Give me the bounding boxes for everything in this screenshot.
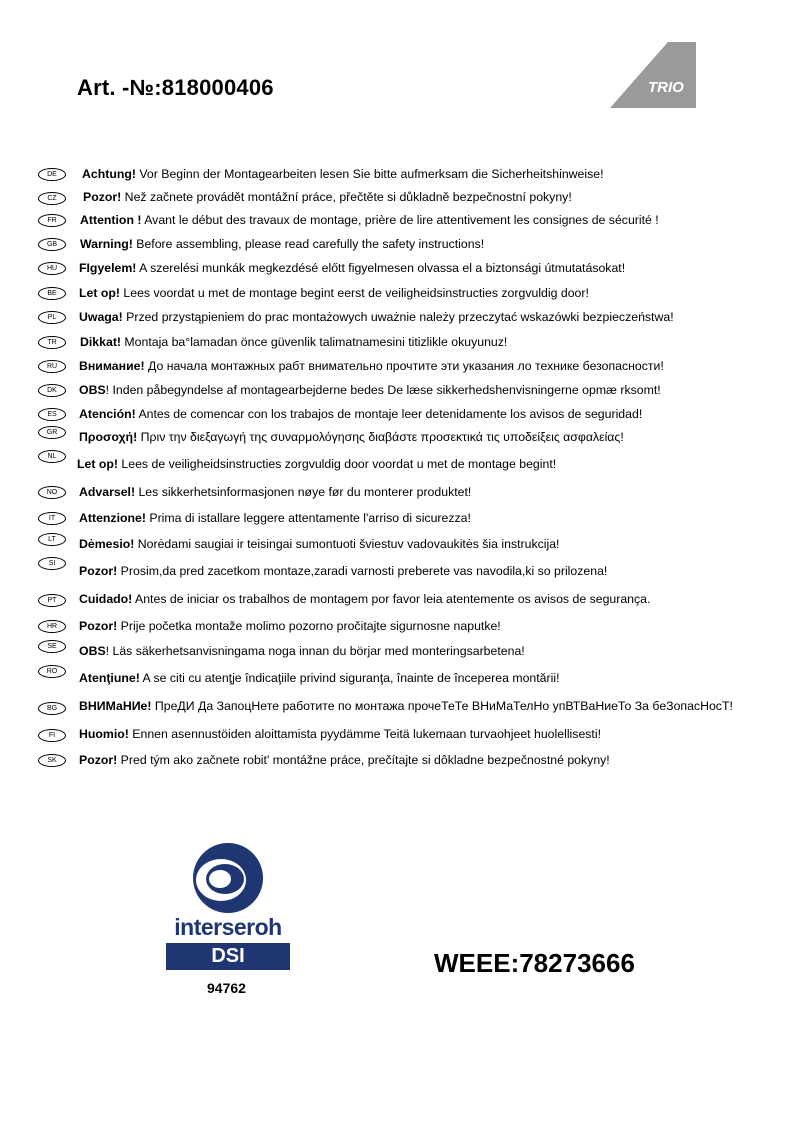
safety-notice-ro bbox=[0, 670, 802, 690]
language-code-badge: DK bbox=[38, 384, 66, 397]
safety-notice-text bbox=[79, 260, 625, 276]
safety-notice-body: ! Inden påbegyndelse af montagearbejderne bedes De læse sikkerhedshenvisningerne opmæ rksomt! bbox=[105, 383, 661, 397]
safety-notice-text bbox=[79, 563, 607, 579]
language-code-badge: GB bbox=[38, 238, 66, 251]
language-code-badge: PL bbox=[38, 311, 66, 324]
safety-notice-body: Lees de veiligheidsinstructies zorgvuldig door voordat u met de montage begint! bbox=[117, 457, 557, 471]
language-code-badge: HU bbox=[38, 262, 66, 275]
safety-notice-body: Vor Beginn der Montagearbeiten lesen Sie bitte aufmerksam die Sicherheitshinweise! bbox=[135, 167, 604, 181]
safety-notice-lead: ВНИМаНИе! bbox=[79, 699, 152, 713]
safety-notice-body: A se citi cu atenţje îndicaţiile privind siguranţa, înainte de începerea montării! bbox=[139, 671, 560, 685]
safety-notice-text bbox=[79, 484, 471, 500]
safety-notice-body: Prima di istallare leggere attentamente l'arriso di sicurezza! bbox=[145, 511, 471, 525]
safety-notice-lead: Cuidado! bbox=[79, 592, 133, 606]
safety-notice-text bbox=[82, 166, 604, 182]
safety-notice-text bbox=[79, 309, 674, 325]
safety-notice-lead: Huomio! bbox=[79, 727, 129, 741]
language-code-badge: FR bbox=[38, 214, 66, 227]
safety-notice-si bbox=[0, 560, 802, 583]
language-code-badge: SE bbox=[38, 640, 66, 653]
safety-notice-text bbox=[79, 670, 560, 686]
safety-notice-body: Πριν την διεξαγωγή της συναρμολόγησης διαβάστε προσεκτικά τις υποδείξεις ασφαλείας! bbox=[137, 430, 624, 444]
safety-notice-lead: Warning! bbox=[80, 237, 133, 251]
safety-notice-gb bbox=[0, 236, 802, 256]
safety-notice-cz bbox=[0, 189, 802, 209]
safety-notice-body: Montaja ba°lamadan önce güvenlik talimatnamesini titizlikle okuyunuz! bbox=[121, 335, 508, 349]
safety-notice-text bbox=[80, 212, 659, 228]
safety-notice-lead: OBS bbox=[79, 644, 106, 658]
safety-notice-lead: FIgyelem! bbox=[79, 261, 137, 275]
safety-notice-text bbox=[77, 456, 556, 472]
safety-notice-bg bbox=[0, 698, 802, 718]
safety-notice-text bbox=[79, 510, 471, 526]
safety-notice-body: Ennen asennustöiden aloittamista pyydämme Teitä lukemaan turvaohjeet huolellisesti! bbox=[128, 727, 601, 741]
safety-notice-lead: Dikkat! bbox=[80, 335, 122, 349]
safety-notice-it bbox=[0, 510, 802, 530]
safety-notice-text bbox=[79, 591, 650, 607]
language-code-badge: CZ bbox=[38, 192, 66, 205]
safety-notice-pt bbox=[0, 591, 802, 611]
safety-notice-body: Before assembling, please read carefully the safety instructions! bbox=[132, 237, 485, 251]
safety-notice-hr bbox=[0, 618, 802, 638]
safety-notice-lead: Pozor! bbox=[79, 619, 118, 633]
safety-notice-text bbox=[79, 536, 559, 552]
safety-notice-text bbox=[83, 189, 572, 205]
safety-notice-lead: Advarsel! bbox=[79, 485, 136, 499]
safety-notice-lead: Attention ! bbox=[80, 213, 142, 227]
language-code-badge: GR bbox=[38, 426, 66, 439]
safety-notice-be bbox=[0, 285, 802, 305]
safety-notice-body: Lees voordat u met de montage begint eerst de veiligheidsinstructies zorgvuldig door! bbox=[119, 286, 589, 300]
safety-notice-ru bbox=[0, 358, 802, 378]
safety-notice-hu bbox=[0, 260, 802, 280]
safety-notice-lead: Внимание! bbox=[79, 359, 145, 373]
safety-notice-body: ! Läs säkerhetsanvisningama noga innan du börjar med monteringsarbetena! bbox=[105, 644, 525, 658]
language-code-badge: BG bbox=[38, 702, 66, 715]
safety-notice-lead: OBS bbox=[79, 383, 106, 397]
safety-notice-body: Norėdami saugiai ir teisingai sumontuoti šviestuv vadovaukitės šia instrukcija! bbox=[134, 537, 560, 551]
safety-notice-body: A szerelési munkák megkezdésé előtt figyelmesen olvassa el a biztonsági útmutatásokat! bbox=[136, 261, 626, 275]
language-code-badge: FI bbox=[38, 729, 66, 742]
safety-notice-pl bbox=[0, 309, 802, 329]
safety-notice-text bbox=[79, 643, 525, 659]
safety-notice-lead: Pozor! bbox=[79, 564, 118, 578]
dsi-brand-name: interseroh bbox=[174, 914, 282, 940]
safety-notice-lead: Pozor! bbox=[79, 753, 118, 767]
safety-notice-text bbox=[80, 334, 507, 350]
article-number: Art. -№:818000406 bbox=[77, 75, 274, 100]
safety-notice-nl bbox=[0, 453, 802, 476]
weee-number: WEEE:78273666 bbox=[434, 948, 635, 978]
safety-notice-gr bbox=[0, 429, 802, 449]
safety-notice-de bbox=[0, 166, 802, 186]
safety-notice-se bbox=[0, 643, 802, 663]
safety-notice-lead: Atenţiune! bbox=[79, 671, 140, 685]
safety-notice-lead: Let op! bbox=[77, 457, 118, 471]
dsi-number: 94762 bbox=[207, 980, 246, 996]
language-code-badge: PT bbox=[38, 594, 66, 607]
safety-notice-body: Než začnete provádět montážní práce, přečtěte si důkladně bezpečnostní pokyny! bbox=[121, 190, 572, 204]
safety-notice-text bbox=[80, 236, 484, 252]
safety-notice-dk bbox=[0, 382, 802, 402]
language-code-badge: IT bbox=[38, 512, 66, 525]
safety-notice-fi bbox=[0, 726, 802, 746]
safety-notice-body: Prosim,da pred zacetkom montaze,zaradi varnosti preberete vas navodila,ki so prilozena! bbox=[117, 564, 608, 578]
safety-notice-text bbox=[79, 285, 589, 301]
language-code-badge: SK bbox=[38, 754, 66, 767]
safety-notice-text bbox=[79, 726, 601, 742]
safety-notice-body: До начала монтажных рабт внимательно прочтите эти указания ло технике безопасности! bbox=[144, 359, 664, 373]
language-code-badge: DE bbox=[38, 168, 66, 181]
safety-notice-text bbox=[79, 429, 624, 445]
language-code-badge: SI bbox=[38, 557, 66, 570]
safety-notice-body: Antes de comencar con los trabajos de montaje leer detenidamente los avisos de seguridad! bbox=[135, 407, 643, 421]
safety-notice-body: ПреДИ Да ЗапоцНете работите по монтажа прочеТеТе ВНиМаТелНо упВТВаНиеТо За беЗопасНосТ! bbox=[151, 699, 733, 713]
language-code-badge: NO bbox=[38, 486, 66, 499]
language-code-badge: ES bbox=[38, 408, 66, 421]
safety-notice-body: Przed przystąpieniem do prac montażowych uważnie należy przeczytać wskazówki bezpieczeństwa! bbox=[122, 310, 674, 324]
safety-notice-lt bbox=[0, 536, 802, 556]
safety-notice-text bbox=[79, 618, 501, 634]
safety-notice-lead: Dėmesio! bbox=[79, 537, 135, 551]
language-code-badge: LT bbox=[38, 533, 66, 546]
language-code-badge: NL bbox=[38, 450, 66, 463]
safety-notice-body: Pred tým ako začnete robit' montážne práce, prečítajte si dôkladne bezpečnostné pokyny! bbox=[117, 753, 610, 767]
language-code-badge: BE bbox=[38, 287, 66, 300]
safety-notice-lead: Achtung! bbox=[82, 167, 136, 181]
safety-notice-sk bbox=[0, 752, 802, 772]
safety-notice-lead: Προσοχή! bbox=[79, 430, 138, 444]
safety-notice-body: Prije početka montaže molimo pozorno pročitajte sigurnosne naputke! bbox=[117, 619, 501, 633]
safety-notice-lead: Attenzione! bbox=[79, 511, 146, 525]
trio-logo-text: TRIO bbox=[648, 79, 684, 96]
safety-notice-body: Les sikkerhetsinformasjonen nøye før du monterer produktet! bbox=[135, 485, 472, 499]
safety-notice-tr bbox=[0, 334, 802, 354]
dsi-label: DSI bbox=[166, 943, 290, 970]
safety-notice-no bbox=[0, 484, 802, 504]
language-code-badge: HR bbox=[38, 620, 66, 633]
language-code-badge: TR bbox=[38, 336, 66, 349]
safety-notice-es bbox=[0, 406, 802, 426]
dsi-circle-icon bbox=[165, 842, 291, 917]
safety-notice-lead: Pozor! bbox=[83, 190, 122, 204]
safety-notice-body: Avant le début des travaux de montage, prière de lire attentivement les consignes de sécurité ! bbox=[141, 213, 659, 227]
safety-notice-text bbox=[79, 752, 610, 768]
safety-notice-body: Antes de iniciar os trabalhos de montagem por favor leia atentemente os avisos de segurança. bbox=[132, 592, 651, 606]
safety-notice-lead: Let op! bbox=[79, 286, 120, 300]
safety-notice-fr bbox=[0, 212, 802, 232]
safety-notice-text bbox=[79, 698, 733, 714]
safety-notice-text bbox=[79, 382, 661, 398]
language-code-badge: RO bbox=[38, 665, 66, 678]
safety-notice-lead: Uwaga! bbox=[79, 310, 123, 324]
safety-notice-text bbox=[79, 358, 664, 374]
language-code-badge: RU bbox=[38, 360, 66, 373]
safety-notice-lead: Atención! bbox=[79, 407, 136, 421]
safety-notice-text bbox=[79, 406, 642, 422]
